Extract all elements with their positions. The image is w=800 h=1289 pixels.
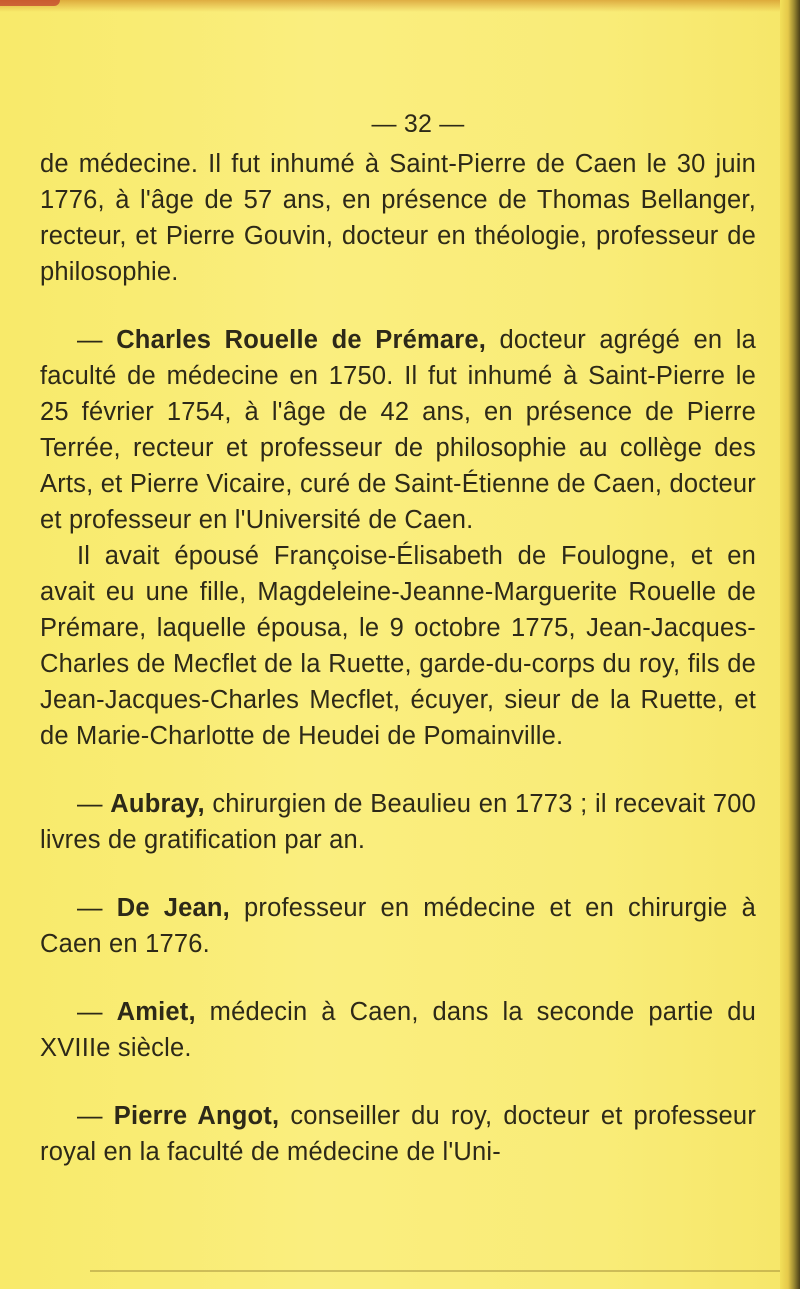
paragraph-5-text: professeur en médecine et en chirurgie à Caen en 1776. [40, 894, 756, 958]
paragraph-2-dash: — [77, 326, 103, 354]
page-number: — 32 — [371, 110, 465, 138]
paragraph-6-text: médecin à Caen, dans la seconde partie du XVIIIe siècle. [40, 998, 756, 1062]
paragraph-1 [40, 146, 756, 290]
paragraph-4 [40, 786, 756, 858]
page-corner-mark [0, 0, 60, 6]
paragraph-4-name: Aubray, [110, 790, 205, 818]
paragraph-4-text: chirurgien de Beaulieu en 1773 ; il recevait 700 livres de gratification par an. [40, 790, 756, 854]
paragraph-3-text: Il avait épousé Françoise-Élisabeth de Foulogne, et en avait eu une fille, Magdeleine-Jeanne-Marguerite Rouelle de Prémare, laquelle épousa, le 9 octobre 1775, Jean-Jacques-Charles de Mecflet de la Ruette, garde-du-corps du roy, fils de Jean-Jacques-Charles Mecflet, écuyer, sieur de la Ruette, et de Marie-Charlotte de Heudei de Pomainville. [40, 542, 756, 750]
paragraph-2-name: Charles Rouelle de Prémare, [116, 326, 486, 354]
paragraph-2 [40, 322, 756, 538]
page-binding-edge [780, 0, 800, 1289]
paragraph-6 [40, 994, 756, 1066]
paragraph-4-dash: — [77, 790, 103, 818]
paragraph-7-name: Pierre Angot, [113, 1102, 280, 1130]
paragraph-2-text: docteur agrégé en la faculté de médecine en 1750. Il fut inhumé à Saint-Pierre le 25 février 1754, à l'âge de 42 ans, en présence de Pierre Terrée, recteur et professeur de philosophie au collège des Arts, et Pierre Vicaire, curé de Saint-Étienne de Caen, docteur et professeur en l'Université de Caen. [40, 326, 756, 534]
paragraph-7-text: conseiller du roy, docteur et professeur royal en la faculté de médecine de l'Uni- [40, 1102, 757, 1166]
paragraph-7 [40, 1098, 756, 1170]
page-text [40, 106, 756, 1170]
paragraph-5-dash: — [77, 894, 103, 922]
paragraph-5 [40, 890, 756, 962]
paragraph-5-name: De Jean, [116, 894, 230, 922]
paragraph-6-dash: — [77, 998, 103, 1026]
page-top-shadow [0, 0, 800, 12]
paragraph-1-text: de médecine. Il fut inhumé à Saint-Pierre de Caen le 30 juin 1776, à l'âge de 57 ans, en présence de Thomas Bellanger, recteur, et Pierre Gouvin, docteur en théologie, professeur de philosophie. [40, 150, 756, 286]
paragraph-6-name: Amiet, [116, 998, 196, 1026]
paragraph-7-dash: — [77, 1102, 103, 1130]
paragraph-3 [40, 538, 756, 754]
page-bottom-rule [90, 1270, 780, 1272]
